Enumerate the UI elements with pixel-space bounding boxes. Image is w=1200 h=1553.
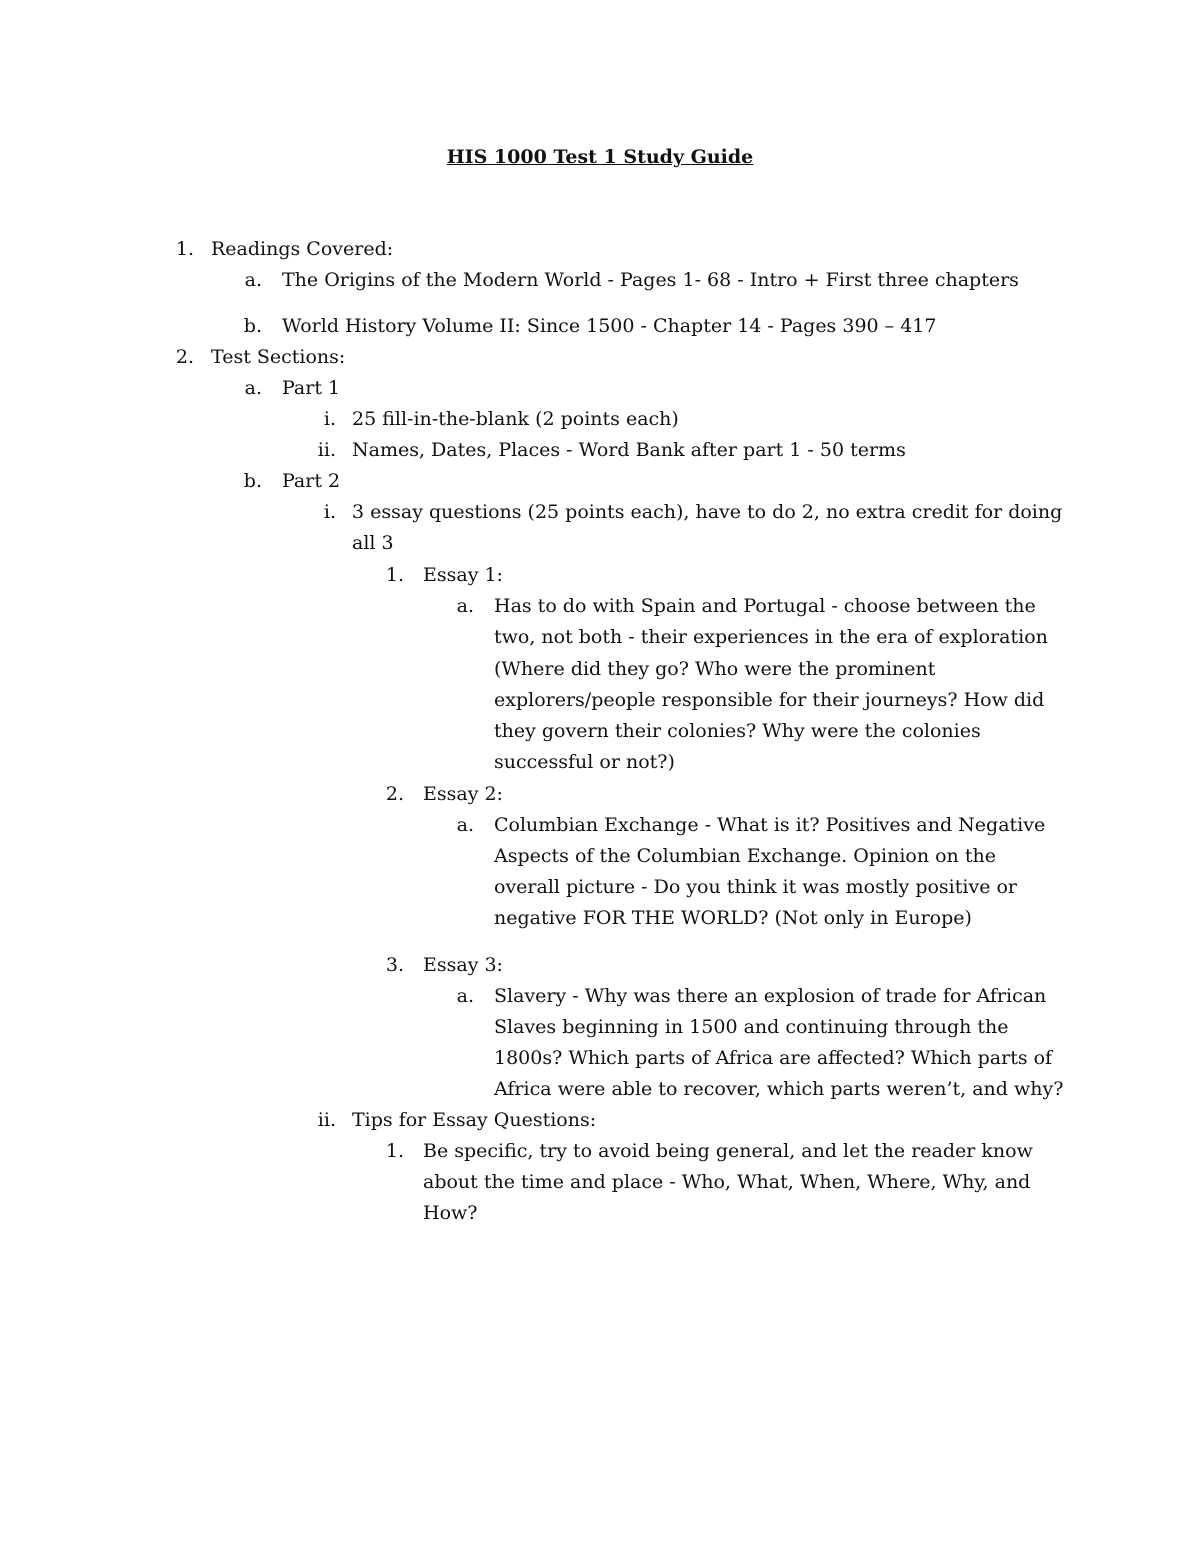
list-item-text: Part 1 bbox=[282, 377, 341, 399]
list-marker: a. bbox=[456, 985, 474, 1007]
list-item-text: How? bbox=[423, 1202, 478, 1224]
list-item-text: The Origins of the Modern World - Pages 1- 68 - Intro + First three chapters bbox=[282, 269, 1019, 291]
list-item-text: overall picture - Do you think it was mostly positive or bbox=[494, 876, 1018, 898]
list-item-text: Names, Dates, Places - Word Bank after part 1 - 50 terms bbox=[352, 439, 906, 461]
list-item-text: all 3 bbox=[352, 532, 394, 554]
list-marker: 2. bbox=[175, 346, 194, 368]
list-item-text: Has to do with Spain and Portugal - choose between the bbox=[494, 595, 1036, 617]
list-marker: 1. bbox=[385, 1140, 404, 1162]
list-item-text: Be specific, try to avoid being general, and let the reader know bbox=[423, 1140, 1033, 1162]
list-marker: a. bbox=[244, 269, 262, 291]
list-marker: ii. bbox=[317, 439, 336, 461]
list-item-text: Part 2 bbox=[282, 470, 341, 492]
list-item-text: Essay 1: bbox=[423, 564, 503, 586]
list-item-text: 3 essay questions (25 points each), have to do 2, no extra credit for doing bbox=[352, 501, 1063, 523]
list-item-text: about the time and place - Who, What, When, Where, Why, and bbox=[423, 1171, 1031, 1193]
list-item-text: (Where did they go? Who were the prominent bbox=[494, 658, 936, 680]
list-item-text: Columbian Exchange - What is it? Positives and Negative bbox=[494, 814, 1046, 836]
list-item-text: negative FOR THE WORLD? (Not only in Europe) bbox=[494, 907, 972, 929]
list-marker: a. bbox=[244, 377, 262, 399]
list-item-text: 1800s? Which parts of Africa are affected? Which parts of bbox=[494, 1047, 1053, 1069]
list-item-text: Readings Covered: bbox=[211, 238, 394, 260]
list-marker: 1. bbox=[385, 564, 404, 586]
list-item-text: Essay 3: bbox=[423, 954, 503, 976]
list-item-text: Test Sections: bbox=[211, 346, 346, 368]
list-marker: b. bbox=[243, 315, 262, 337]
list-item-text: Africa were able to recover, which parts weren’t, and why? bbox=[494, 1078, 1064, 1100]
list-item-text: Slaves beginning in 1500 and continuing through the bbox=[494, 1016, 1009, 1038]
list-marker: 2. bbox=[385, 783, 404, 805]
list-marker: 1. bbox=[175, 238, 194, 260]
list-item-text: explorers/people responsible for their journeys? How did bbox=[494, 689, 1045, 711]
list-marker: ii. bbox=[317, 1109, 336, 1131]
list-marker: a. bbox=[456, 595, 474, 617]
list-item-text: they govern their colonies? Why were the colonies bbox=[494, 720, 981, 742]
list-item-text: Slavery - Why was there an explosion of trade for African bbox=[494, 985, 1047, 1007]
list-item-text: Aspects of the Columbian Exchange. Opinion on the bbox=[494, 845, 996, 867]
list-marker: i. bbox=[323, 408, 336, 430]
list-marker: 3. bbox=[385, 954, 404, 976]
list-item-text: two, not both - their experiences in the era of exploration bbox=[494, 626, 1048, 648]
page-title: HIS 1000 Test 1 Study Guide bbox=[446, 146, 754, 168]
list-item-text: World History Volume II: Since 1500 - Chapter 14 - Pages 390 – 417 bbox=[282, 315, 937, 337]
list-item-text: 25 fill-in-the-blank (2 points each) bbox=[352, 408, 679, 430]
list-marker: a. bbox=[456, 814, 474, 836]
list-item-text: successful or not?) bbox=[494, 751, 675, 773]
list-marker: i. bbox=[323, 501, 336, 523]
list-item-text: Tips for Essay Questions: bbox=[352, 1109, 597, 1131]
list-marker: b. bbox=[243, 470, 262, 492]
list-item-text: Essay 2: bbox=[423, 783, 503, 805]
